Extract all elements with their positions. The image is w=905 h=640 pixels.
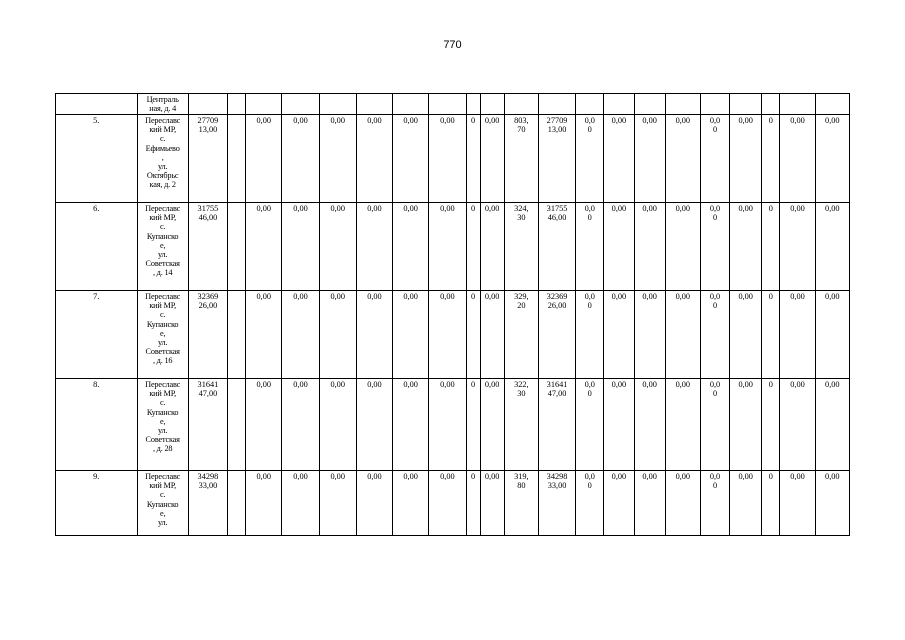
cell-c10: 0 <box>466 471 480 536</box>
cell-c6: 0,00 <box>319 115 356 203</box>
cell-c18: 0,0 0 <box>700 379 729 471</box>
cell-c21: 0,00 <box>780 115 815 203</box>
cell-c13: 27709 13,00 <box>538 115 575 203</box>
page-number: 770 <box>443 39 462 51</box>
cell-c14: 0,0 0 <box>576 471 604 536</box>
cell-c21: 0,00 <box>780 291 815 379</box>
cell-c19: 0,00 <box>730 203 762 291</box>
cell-c21: 0,00 <box>780 471 815 536</box>
cell-c7: 0,00 <box>356 115 392 203</box>
table-row <box>56 115 850 203</box>
cell-c8: 0,00 <box>393 291 429 379</box>
cell-c19: 0,00 <box>730 291 762 379</box>
cell-c13: 31755 46,00 <box>538 203 575 291</box>
cell-total: 34298 33,00 <box>188 471 227 536</box>
cell-c5: 0,00 <box>282 471 319 536</box>
cell-c20: 0 <box>762 379 780 471</box>
cell-num: 6. <box>56 203 138 291</box>
cell-c4: 0,00 <box>246 379 282 471</box>
cell-c8: 0,00 <box>393 115 429 203</box>
cell-c13: 32369 26,00 <box>538 291 575 379</box>
cell-c8: 0,00 <box>393 203 429 291</box>
cell-c5: 0,00 <box>282 291 319 379</box>
cell-c10: 0 <box>466 291 480 379</box>
cell-c22: 0,00 <box>815 115 849 203</box>
cell-total: 31755 46,00 <box>188 203 227 291</box>
cell-c22: 0,00 <box>815 379 849 471</box>
cell-c22: 0,00 <box>815 291 849 379</box>
cell-c14: 0,0 0 <box>576 291 604 379</box>
cell-c7: 0,00 <box>356 203 392 291</box>
cell-c8: 0,00 <box>393 379 429 471</box>
cell-c18: 0,0 0 <box>700 203 729 291</box>
cell-total: 27709 13,00 <box>188 115 227 203</box>
cell-c17: 0,00 <box>665 379 700 471</box>
cell-num: 8. <box>56 379 138 471</box>
cell-name: Переславс кий МР, с. Купанско е, ул. Советская , д. 14 <box>137 203 188 291</box>
cell-c17: 0,00 <box>665 203 700 291</box>
cell-c4: 0,00 <box>246 115 282 203</box>
cell-c18: 0,0 0 <box>700 291 729 379</box>
cell-c3 <box>228 203 246 291</box>
cell-name: Переславс кий МР, с. Купанско е, ул. <box>137 471 188 536</box>
cell-c11: 0,00 <box>480 379 504 471</box>
table-row <box>56 379 850 471</box>
cell-c12: 324, 30 <box>504 203 538 291</box>
cell-c22: 0,00 <box>815 203 849 291</box>
cell-c13: 31641 47,00 <box>538 379 575 471</box>
cell-c15: 0,00 <box>604 203 634 291</box>
cell-c16: 0,00 <box>634 115 665 203</box>
cell-c6: 0,00 <box>319 291 356 379</box>
cell-c12: 322, 30 <box>504 379 538 471</box>
cell-c15: 0,00 <box>604 379 634 471</box>
cell-c9: 0,00 <box>429 203 466 291</box>
cell-c20: 0 <box>762 291 780 379</box>
cell-c17: 0,00 <box>665 291 700 379</box>
cell-c12: 329, 20 <box>504 291 538 379</box>
cell-c11: 0,00 <box>480 471 504 536</box>
cell-c9: 0,00 <box>429 115 466 203</box>
cell-c18: 0,0 0 <box>700 115 729 203</box>
cell-c6: 0,00 <box>319 379 356 471</box>
cell-c19: 0,00 <box>730 115 762 203</box>
cell-c19: 0,00 <box>730 471 762 536</box>
cell-c12: 803, 70 <box>504 115 538 203</box>
data-table <box>55 93 850 536</box>
cell-total: 31641 47,00 <box>188 379 227 471</box>
cell-c6: 0,00 <box>319 203 356 291</box>
cell-c9: 0,00 <box>429 379 466 471</box>
cell-c15: 0,00 <box>604 115 634 203</box>
cell-c17: 0,00 <box>665 115 700 203</box>
table-row <box>56 291 850 379</box>
cell-c4: 0,00 <box>246 291 282 379</box>
cell-c5: 0,00 <box>282 379 319 471</box>
cell-c10: 0 <box>466 379 480 471</box>
cell-c19: 0,00 <box>730 379 762 471</box>
table-row <box>56 203 850 291</box>
cell-name: Переславс кий МР, с. Купанско е, ул. Советская , д. 28 <box>137 379 188 471</box>
cell-c20: 0 <box>762 115 780 203</box>
cell-num <box>56 94 138 115</box>
cell-c11: 0,00 <box>480 203 504 291</box>
cell-c14: 0,0 0 <box>576 203 604 291</box>
cell-c4: 0,00 <box>246 471 282 536</box>
cell-c15: 0,00 <box>604 471 634 536</box>
cell-c21: 0,00 <box>780 379 815 471</box>
cell-c22: 0,00 <box>815 471 849 536</box>
cell-c16: 0,00 <box>634 203 665 291</box>
cell-c16: 0,00 <box>634 291 665 379</box>
cell-total: 32369 26,00 <box>188 291 227 379</box>
cell-c7: 0,00 <box>356 379 392 471</box>
cell-c9: 0,00 <box>429 471 466 536</box>
cell-c15: 0,00 <box>604 291 634 379</box>
cell-num: 7. <box>56 291 138 379</box>
cell-c3 <box>228 115 246 203</box>
cell-c12: 319, 80 <box>504 471 538 536</box>
cell-name: Переславс кий МР, с. Ефимьево , ул. Октябрьс кая, д. 2 <box>137 115 188 203</box>
cell-num: 9. <box>56 471 138 536</box>
table-row-continuation <box>56 94 850 115</box>
cell-c14: 0,0 0 <box>576 115 604 203</box>
cell-c20: 0 <box>762 203 780 291</box>
cell-c3 <box>228 379 246 471</box>
cell-c10: 0 <box>466 115 480 203</box>
cell-c21: 0,00 <box>780 203 815 291</box>
cell-name: Централь ная, д. 4 <box>137 94 188 115</box>
cell-c11: 0,00 <box>480 291 504 379</box>
cell-c7: 0,00 <box>356 291 392 379</box>
cell-c16: 0,00 <box>634 379 665 471</box>
cell-c16: 0,00 <box>634 471 665 536</box>
cell-c17: 0,00 <box>665 471 700 536</box>
cell-c13: 34298 33,00 <box>538 471 575 536</box>
cell-c4: 0,00 <box>246 203 282 291</box>
cell-c10: 0 <box>466 203 480 291</box>
cell-c8: 0,00 <box>393 471 429 536</box>
cell-c11: 0,00 <box>480 115 504 203</box>
cell-name: Переславс кий МР, с. Купанско е, ул. Советская , д. 16 <box>137 291 188 379</box>
cell-c20: 0 <box>762 471 780 536</box>
cell-c14: 0,0 0 <box>576 379 604 471</box>
cell-c5: 0,00 <box>282 203 319 291</box>
cell-c18: 0,0 0 <box>700 471 729 536</box>
cell-c6: 0,00 <box>319 471 356 536</box>
cell-c7: 0,00 <box>356 471 392 536</box>
cell-c3 <box>228 471 246 536</box>
cell-c5: 0,00 <box>282 115 319 203</box>
cell-num: 5. <box>56 115 138 203</box>
table-row <box>56 471 850 536</box>
cell-c9: 0,00 <box>429 291 466 379</box>
cell-c3 <box>228 291 246 379</box>
